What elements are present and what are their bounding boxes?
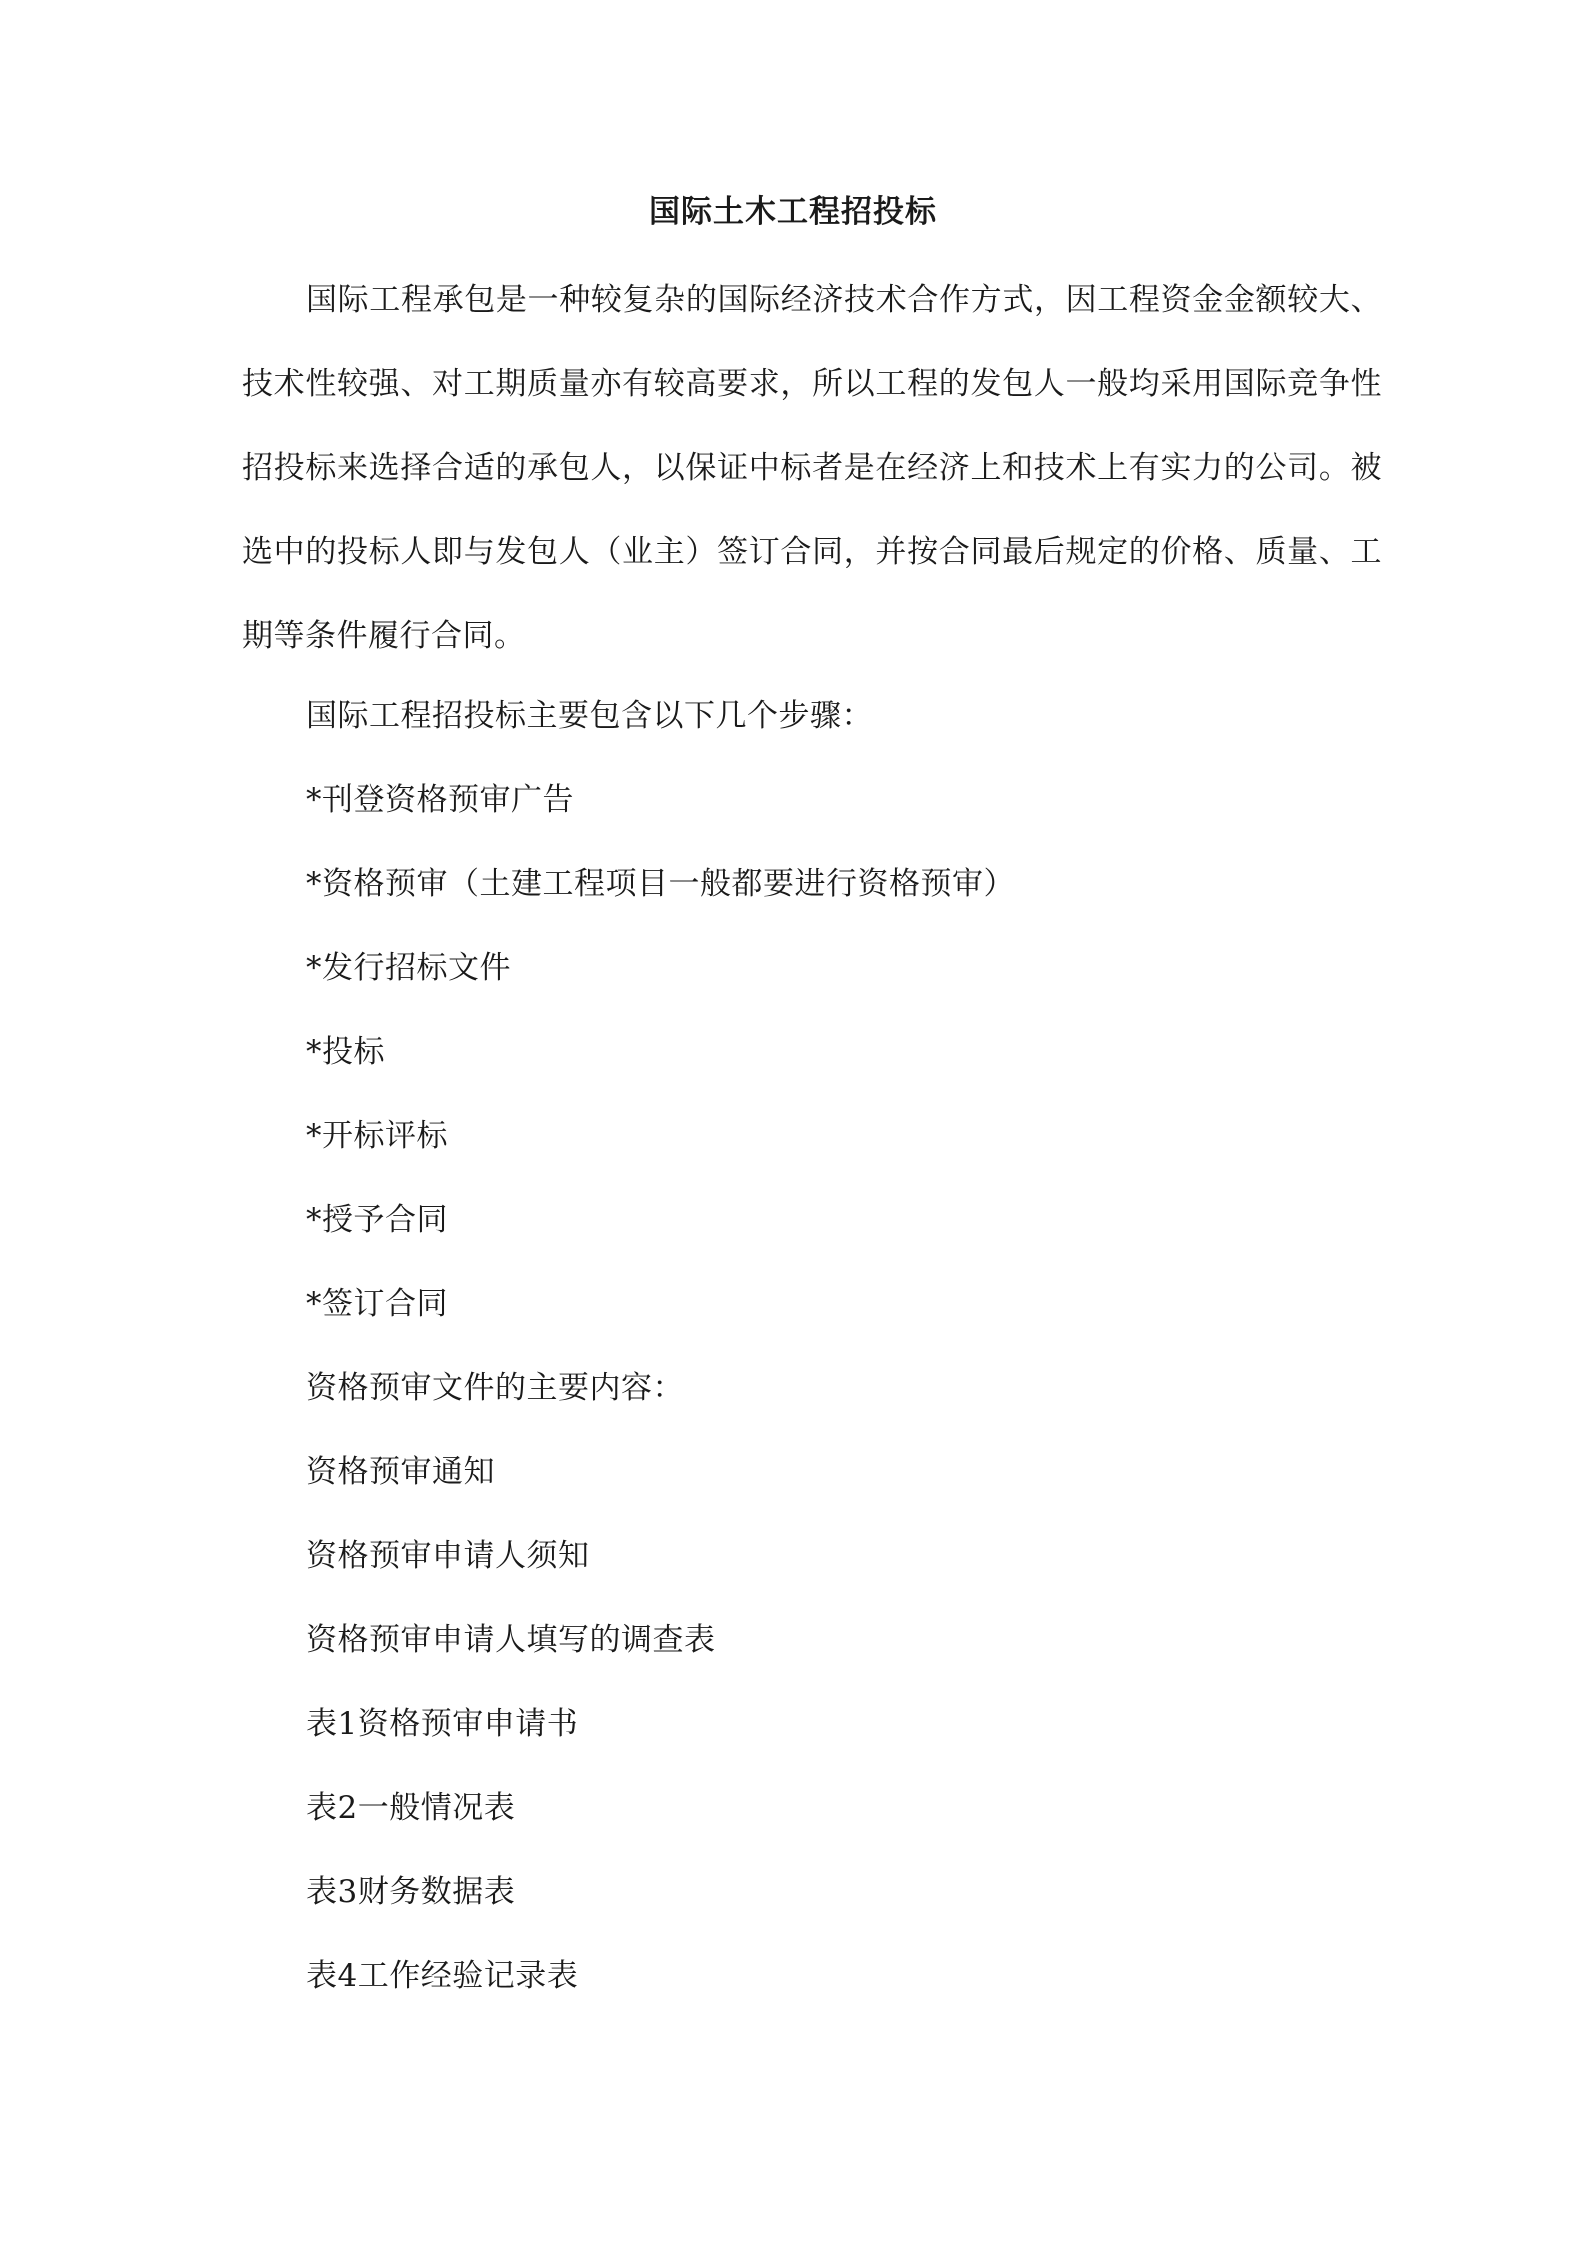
step-item: *开标评标 <box>306 1118 448 1154</box>
step-item: *投标 <box>306 1034 385 1070</box>
step-item: *发行招标文件 <box>306 950 511 986</box>
step-item: *授予合同 <box>306 1202 448 1238</box>
prequal-item: 表4工作经验记录表 <box>306 1958 579 1994</box>
step-item: *签订合同 <box>306 1286 448 1322</box>
prequal-item: 资格预审申请人须知 <box>306 1538 590 1574</box>
document-title: 国际土木工程招投标 <box>649 194 937 230</box>
prequal-item: 表2一般情况表 <box>306 1790 516 1826</box>
intro-paragraph: 国际工程承包是一种较复杂的国际经济技术合作方式，因工程资金金额较大、技术性较强、对工期质量亦有较高要求，所以工程的发包人一般均采用国际竞争性招投标来选择合适的承包人，以保证中标者是在经济上和技术上有实力的公司。被选中的投标人即与发包人（业主）签订合同，并按合同最后规定的价格、质量、工期等条件履行合同。 <box>242 282 1382 654</box>
step-item: *资格预审（土建工程项目一般都要进行资格预审） <box>306 866 1015 902</box>
steps-heading: 国际工程招投标主要包含以下几个步骤： <box>306 698 873 734</box>
prequal-heading: 资格预审文件的主要内容： <box>306 1370 684 1406</box>
prequal-item: 表3财务数据表 <box>306 1874 516 1910</box>
prequal-item: 表1资格预审申请书 <box>306 1706 579 1742</box>
prequal-item: 资格预审通知 <box>306 1454 495 1490</box>
step-item: *刊登资格预审广告 <box>306 782 574 818</box>
prequal-item: 资格预审申请人填写的调查表 <box>306 1622 716 1658</box>
